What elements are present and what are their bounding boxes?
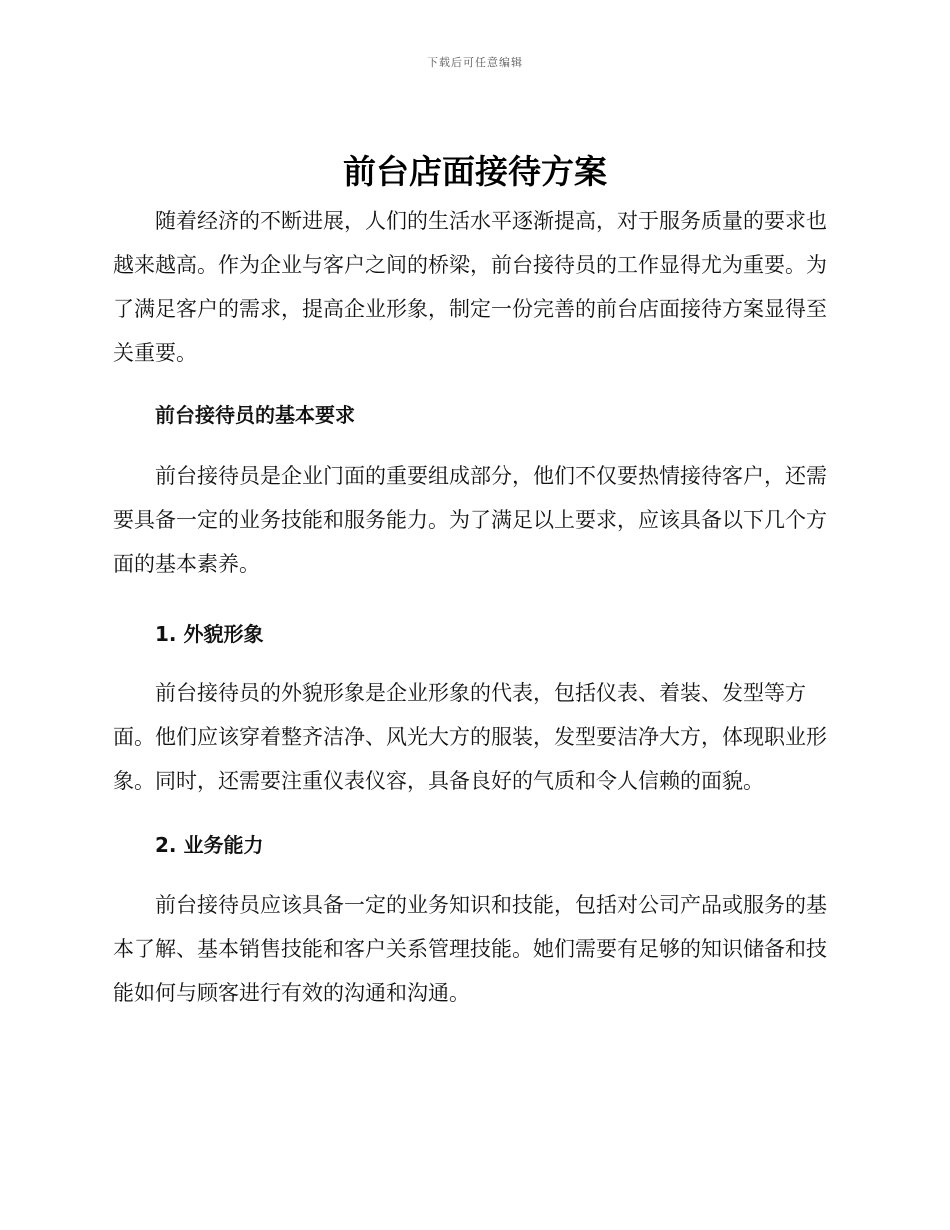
requirements-paragraph: 前台接待员是企业门面的重要组成部分，他们不仅要热情接待客户，还需要具备一定的业务技能和服务能力。为了满足以上要求，应该具备以下几个方面的基本素养。 [113,464,827,576]
section-heading-appearance: 1. 外貌形象 [155,622,264,646]
document-body [113,199,833,1015]
section-heading-requirements: 前台接待员的基本要求 [155,403,355,427]
section-heading-business: 2. 业务能力 [155,833,264,857]
business-paragraph: 前台接待员应该具备一定的业务知识和技能，包括对公司产品或服务的基本了解、基本销售技能和客户关系管理技能。她们需要有足够的知识储备和技能如何与顾客进行有效的沟通和沟通。 [113,893,827,1005]
document-title: 前台店面接待方案 [343,152,607,191]
header-note: 下载后可任意编辑 [427,56,523,69]
intro-paragraph: 随着经济的不断进展，人们的生活水平逐渐提高，对于服务质量的要求也越来越高。作为企业与客户之间的桥梁，前台接待员的工作显得尤为重要。为了满足客户的需求，提高企业形象，制定一份完善的前台店面接待方案显得至关重要。 [113,209,827,365]
appearance-paragraph: 前台接待员的外貌形象是企业形象的代表，包括仪表、着装、发型等方面。他们应该穿着整齐洁净、风光大方的服装，发型要洁净大方，体现职业形象。同时，还需要注重仪表仪容，具备良好的气质和令人信赖的面貌。 [113,681,827,793]
